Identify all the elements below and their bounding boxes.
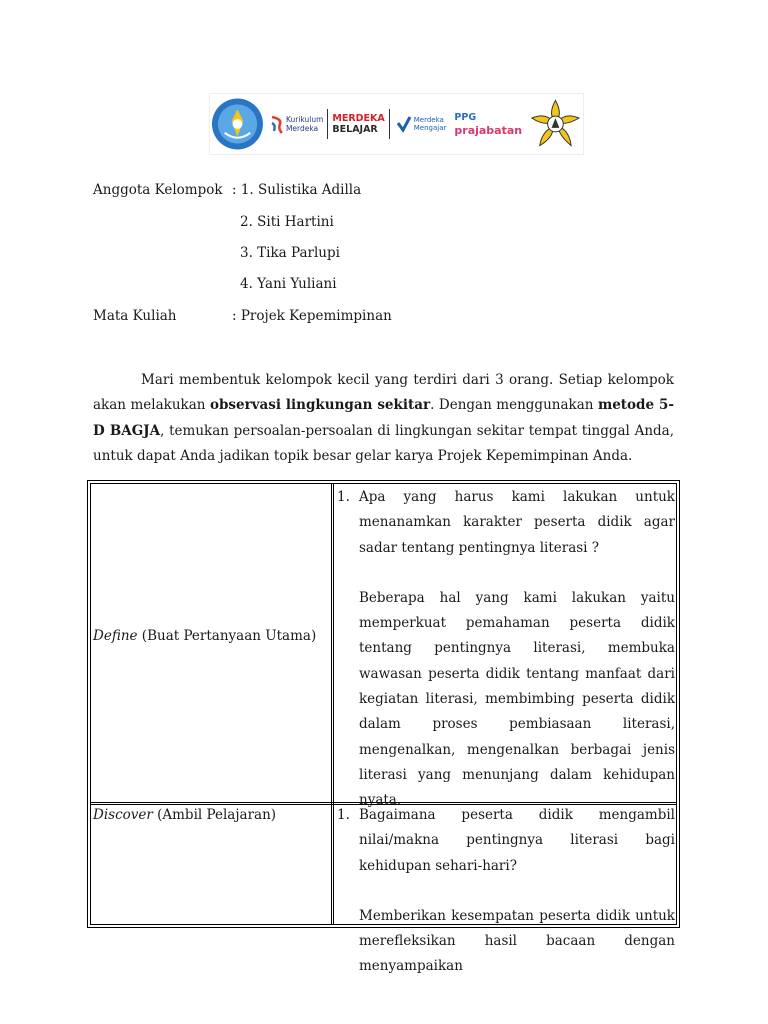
merdeka-mengajar-logo bbox=[396, 115, 447, 133]
intro-bold-metode: metode 5-D BAGJA bbox=[93, 397, 674, 439]
discover-item-number: 1. bbox=[337, 807, 350, 823]
mata-kuliah-value: : Projek Kepemimpinan bbox=[232, 308, 392, 324]
discover-content bbox=[359, 803, 675, 980]
member-4: 4. Yani Yuliani bbox=[240, 276, 337, 292]
define-label bbox=[93, 628, 316, 644]
anggota-label: Anggota Kelompok bbox=[93, 182, 223, 198]
intro-text-3: , temukan persoalan-persoalan di lingkungan sekitar tempat tinggal Anda, untuk dapat Anda jadikan topik besar gelar karya Projek Kepemimpinan Anda. bbox=[93, 422, 675, 464]
merdeka-belajar-logo bbox=[332, 113, 384, 135]
mata-kuliah-label: Mata Kuliah bbox=[93, 308, 177, 324]
kurikulum-text: Kurikulum bbox=[285, 115, 324, 124]
intro-text-1: Mari membentuk kelompok kecil yang terdiri dari 3 orang. Setiap kelompok akan melakukan bbox=[93, 372, 674, 414]
discover-label-italic: Discover bbox=[93, 807, 153, 823]
belajar-text: BELAJAR bbox=[332, 124, 378, 135]
bagja-table bbox=[90, 483, 677, 975]
member-3: 3. Tika Parlupi bbox=[240, 245, 340, 261]
mengajar-line2-text: Mengajar bbox=[413, 124, 447, 132]
tut-wuri-handayani-emblem-icon bbox=[211, 97, 264, 151]
define-label-rest: (Buat Pertanyaan Utama) bbox=[137, 628, 317, 644]
header-logo-banner bbox=[209, 93, 584, 155]
intro-paragraph bbox=[93, 368, 674, 469]
kurikulum-sub-text: Merdeka bbox=[285, 124, 319, 133]
member-2: 2. Siti Hartini bbox=[240, 214, 334, 230]
define-label-italic: Define bbox=[93, 628, 138, 644]
logo-divider bbox=[389, 109, 390, 139]
prajabatan-text: prajabatan bbox=[454, 124, 523, 137]
member-1: : 1. Sulistika Adilla bbox=[232, 182, 362, 198]
define-question: Apa yang harus kami lakukan untuk menanamkan karakter peserta didik agar sadar tentang pentingnya literasi ? bbox=[359, 489, 675, 556]
discover-label-rest: (Ambil Pelajaran) bbox=[152, 807, 277, 823]
discover-question: Bagaimana peserta didik mengambil nilai/makna pentingnya literasi bagi kehidupan sehari-hari? bbox=[359, 807, 675, 874]
define-item-number: 1. bbox=[337, 489, 350, 505]
discover-answer: Memberikan kesempatan peserta didik untuk merefleksikan hasil bacaan dengan menyampaikan bbox=[359, 907, 675, 975]
mengajar-check-icon bbox=[396, 115, 412, 133]
mengajar-line1-text: Merdeka bbox=[413, 116, 444, 124]
intro-text-2: . Dengan menggunakan bbox=[430, 397, 598, 414]
kurikulum-merdeka-logo bbox=[270, 113, 323, 135]
intro-bold-observasi: observasi lingkungan sekitar bbox=[209, 397, 431, 414]
define-content bbox=[359, 485, 675, 814]
define-answer: Beberapa hal yang kami lakukan yaitu memperkuat pemahaman peserta didik tentang pentingnya literasi, membuka wawasan peserta didik tentang manfaat dari kegiatan literasi, membimbing peserta didik dalam proses pembiasaan literasi, mengenalkan, mengenalkan berbagai jenis literasi yang menunjang dalam kehidupan nyata. bbox=[359, 589, 675, 809]
ppg-prajabatan-logo bbox=[454, 111, 522, 137]
logo-divider bbox=[327, 109, 328, 139]
table-column-divider bbox=[331, 484, 334, 924]
kurikulum-swoosh-icon bbox=[270, 113, 284, 135]
university-flower-emblem-icon bbox=[528, 96, 583, 152]
ppg-text: PPG bbox=[454, 112, 477, 123]
discover-label bbox=[93, 807, 276, 823]
merdeka-text: MERDEKA bbox=[332, 113, 385, 124]
